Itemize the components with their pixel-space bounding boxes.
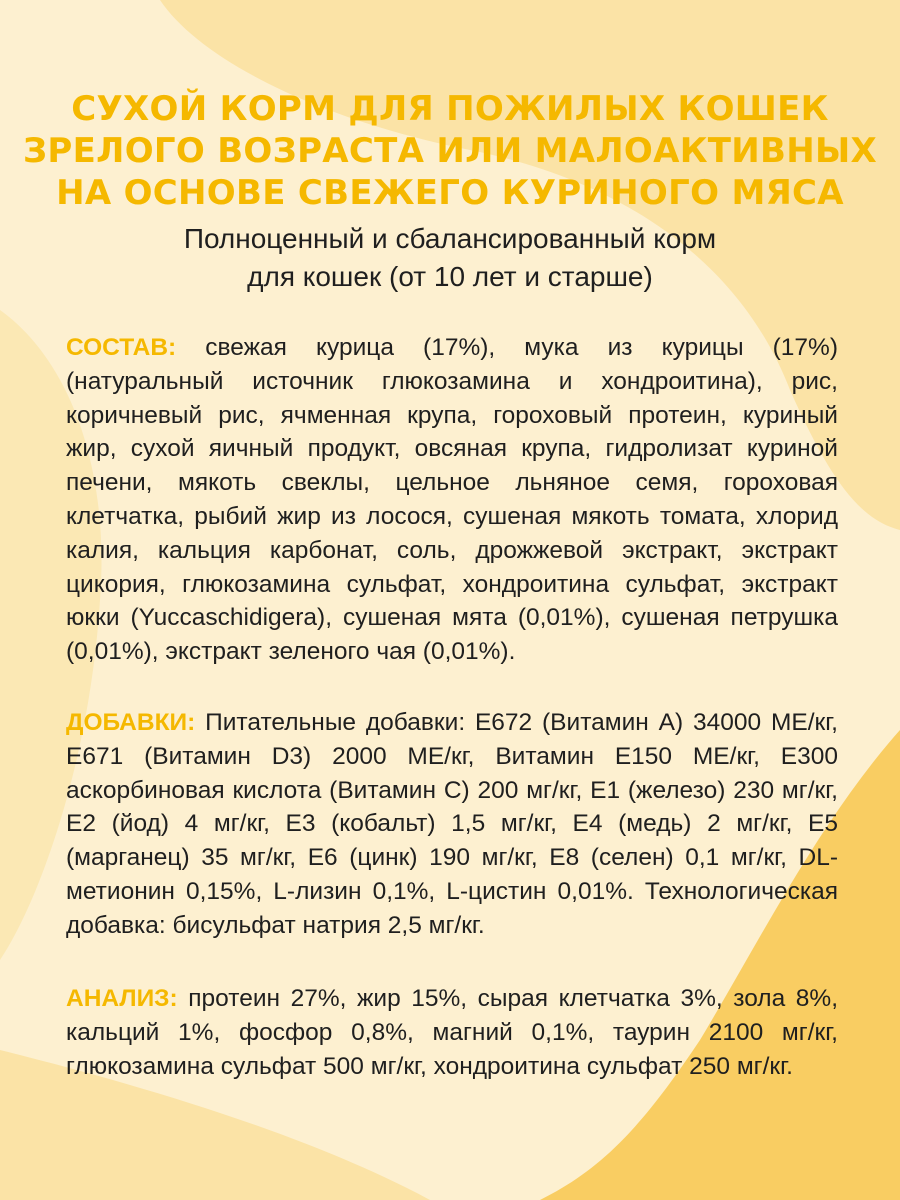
product-subtitle-line-1: Полноценный и сбалансированный корм: [183, 223, 717, 254]
composition-section: [66, 331, 838, 669]
product-title-line-1: СУХОЙ КОРМ ДЛЯ ПОЖИЛЫХ КОШЕК: [71, 89, 829, 129]
product-title: [0, 88, 900, 214]
product-title-line-2: ЗРЕЛОГО ВОЗРАСТА ИЛИ МАЛОАКТИВНЫХ: [22, 131, 878, 171]
additives-text: Питательные добавки: E672 (Витамин А) 34000 МЕ/кг, E671 (Витамин D3) 2000 МЕ/кг, Витамин Е150 МЕ/кг, E300 аскорбиновая кислота (Витамин С) 200 мг/кг, E1 (железо) 230 мг/кг, E2 (йод) 4 мг/кг, E3 (кобальт) 1,5 мг/кг, E4 (медь) 2 мг/кг, E5 (марганец) 35 мг/кг, E6 (цинк) 190 мг/кг, E8 (селен) 0,1 мг/кг, DL-метионин 0,15%, L-лизин 0,1%, L-цистин 0,01%. Технологическая добавка: бисульфат натрия 2,5 мг/кг.: [66, 709, 838, 939]
product-title-line-3: НА ОСНОВЕ СВЕЖЕГО КУРИНОГО МЯСА: [56, 173, 844, 213]
additives-label: ДОБАВКИ:: [66, 709, 196, 736]
additives-section: [66, 706, 838, 943]
analysis-label: АНАЛИЗ:: [66, 985, 178, 1012]
product-subtitle: [0, 220, 900, 296]
composition-label: СОСТАВ:: [66, 334, 177, 361]
analysis-section: [66, 982, 838, 1083]
composition-text: свежая курица (17%), мука из курицы (17%) (натуральный источник глюкозамина и хондроитина), рис, коричневый рис, ячменная крупа, гороховый протеин, куриный жир, сухой яичный продукт, овсяная крупа, гидролизат куриной печени, мякоть свеклы, цельное льняное семя, гороховая клетчатка, рыбий жир из лосося, сушеная мякоть томата, хлорид калия, кальция карбонат, соль, дрожжевой экстракт, экстракт цикория, глюкозамина сульфат, хондроитина сульфат, экстракт юкки (Yuccaschidigera), сушеная мята (0,01%), сушеная петрушка (0,01%), экстракт зеленого чая (0,01%).: [66, 334, 838, 666]
analysis-text: протеин 27%, жир 15%, сырая клетчатка 3%, зола 8%, кальций 1%, фосфор 0,8%, магний 0,1%, таурин 2100 мг/кг, глюкозамина сульфат 500 мг/кг, хондроитина сульфат 250 мг/кг.: [66, 985, 839, 1080]
product-subtitle-line-2: для кошек (от 10 лет и старше): [247, 261, 653, 292]
